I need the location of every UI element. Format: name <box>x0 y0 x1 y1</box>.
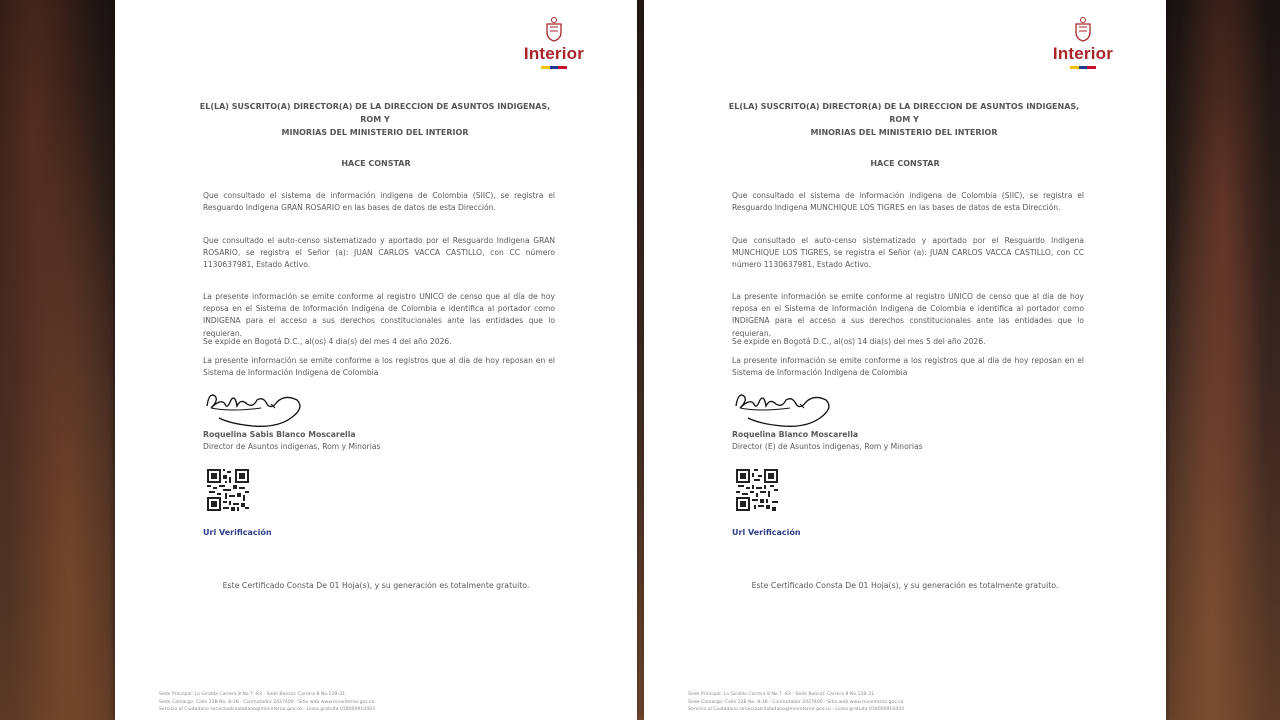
background-bookshelf-left <box>0 0 115 720</box>
heading-line-2: MINORIAS DEL MINISTERIO DEL INTERIOR <box>281 128 469 137</box>
heading-line-1: EL(LA) SUSCRITO(A) DIRECTOR(A) DE LA DIRECCION DE ASUNTOS INDIGENAS, ROM Y <box>728 102 1080 124</box>
certificate-note: Este Certificado Consta De 01 Hoja(s), y su generación es totalmente gratuito. <box>751 581 1059 590</box>
background-gap <box>636 0 644 720</box>
paragraph-siic: Que consultado el sistema de información indigena de Colombia (SIIC), se registra el Resguardo Indigena GRAN ROSARIO en las bases de datos de esta Dirección. <box>203 191 555 213</box>
signer-role: Director de Asuntos indigenas, Rom y Minorias <box>203 442 381 451</box>
qr-code[interactable] <box>207 469 249 511</box>
certificate-page-2 <box>644 0 1166 720</box>
document-heading <box>724 100 1084 139</box>
paragraph-issue-date: Se expide en Bogotá D.C., al(os) 14 dia(s) del mes 5 del año 2026. <box>732 337 986 346</box>
signer-name: Roquelina Blanco Moscarella <box>732 430 859 439</box>
flag-stripe <box>1070 66 1096 69</box>
ministry-logo <box>519 16 589 69</box>
document-heading <box>195 100 555 139</box>
footer-address <box>159 691 375 714</box>
footer-line-1: Sede Principal: La Giralda Carrera 8 No.7 -83 - Sede Bancol: Carrera 8 No.12B-31 <box>688 692 875 697</box>
paragraph-records: La presente información se emite conforme a los registros que al día de hoy reposan en el Sistema de Información Indigena de Colombia <box>732 356 1084 378</box>
certificate-note: Este Certificado Consta De 01 Hoja(s), y su generación es totalmente gratuito. <box>222 581 530 590</box>
footer-line-1: Sede Principal: La Giralda Carrera 8 No.7 -83 - Sede Bancol: Carrera 8 No.12B-31 <box>159 692 346 697</box>
heading-line-2: MINORIAS DEL MINISTERIO DEL INTERIOR <box>810 128 998 137</box>
signer-role: Director (E) de Asuntos indigenas, Rom y Minorias <box>732 442 923 451</box>
flag-stripe <box>541 66 567 69</box>
verification-url-link[interactable]: Url Verificación <box>732 528 801 537</box>
footer-address <box>688 691 904 714</box>
certificate-page-1 <box>115 0 637 720</box>
logo-text: Interior <box>1052 44 1114 63</box>
verification-url-link[interactable]: Url Verificación <box>203 528 272 537</box>
paragraph-siic: Que consultado el sistema de información indigena de Colombia (SIIC), se registra el Resguardo Indigena MUNCHIQUE LOS TIGRES en las bases de datos de esta Dirección. <box>732 191 1084 213</box>
paragraph-registry: La presente información se emite conforme al registro UNICO de censo que al día de hoy reposa en el Sistema de Información Indigena de Colombia e identifica al portador como INDIGENA para el acceso a sus derechos constitucionales ante las entidades que lo requieran. <box>732 292 1084 338</box>
signer-name: Roquelina Sabis Blanco Moscarella <box>203 430 356 439</box>
background-bookshelf-right <box>1166 0 1280 720</box>
paragraph-census: Que consultado el auto-censo sistematizado y aportado por el Resguardo Indigena MUNCHIQUE LOS TIGRES, se registra el Señor (a): JUAN CARLOS VACCA CASTILLO, con CC número 1130637981, Estado Activo. <box>732 236 1084 270</box>
document-title: HACE CONSTAR <box>870 159 940 168</box>
qr-code[interactable] <box>736 469 778 511</box>
logo-text: Interior <box>523 44 585 63</box>
paragraph-registry: La presente información se emite conforme al registro UNICO de censo que al día de hoy reposa en el Sistema de Información Indigena de Colombia e identifica al portador como INDIGENA para el acceso a sus derechos constitucionales ante las entidades que lo requieran. <box>203 292 555 338</box>
handwritten-signature <box>201 386 305 432</box>
ministry-logo <box>1048 16 1118 69</box>
heading-line-1: EL(LA) SUSCRITO(A) DIRECTOR(A) DE LA DIRECCION DE ASUNTOS INDIGENAS, ROM Y <box>199 102 551 124</box>
footer-line-2: Sede Camargo: Calle 12B No. 8-38 - Conmutador 2427400 - Sitio web www.mininterior.gov.co <box>688 699 904 705</box>
paragraph-census: Que consultado el auto-censo sistematizado y aportado por el Resguardo Indigena GRAN ROSARIO, se registra el Señor (a): JUAN CARLOS VACCA CASTILLO, con CC número 1130637981, Estado Activo. <box>203 236 555 270</box>
footer-line-3: Servicio al Ciudadano servicioalciudadano@mininterior.gov.co - Linea gratuita 018000910403 <box>159 707 376 712</box>
document-title: HACE CONSTAR <box>341 159 411 168</box>
footer-line-3: Servicio al Ciudadano servicioalciudadano@mininterior.gov.co - Linea gratuita 018000910403 <box>688 707 905 712</box>
footer-line-2: Sede Camargo: Calle 12B No. 8-38 - Conmutador 2427400 - Sitio web www.mininterior.gov.co <box>159 699 375 705</box>
coat-of-arms-icon <box>543 16 565 42</box>
handwritten-signature <box>730 386 834 432</box>
paragraph-issue-date: Se expide en Bogotá D.C., al(os) 4 dia(s) del mes 4 del año 2026. <box>203 337 452 346</box>
coat-of-arms-icon <box>1072 16 1094 42</box>
paragraph-records: La presente información se emite conforme a los registros que al día de hoy reposan en el Sistema de Información Indigena de Colombia <box>203 356 555 378</box>
